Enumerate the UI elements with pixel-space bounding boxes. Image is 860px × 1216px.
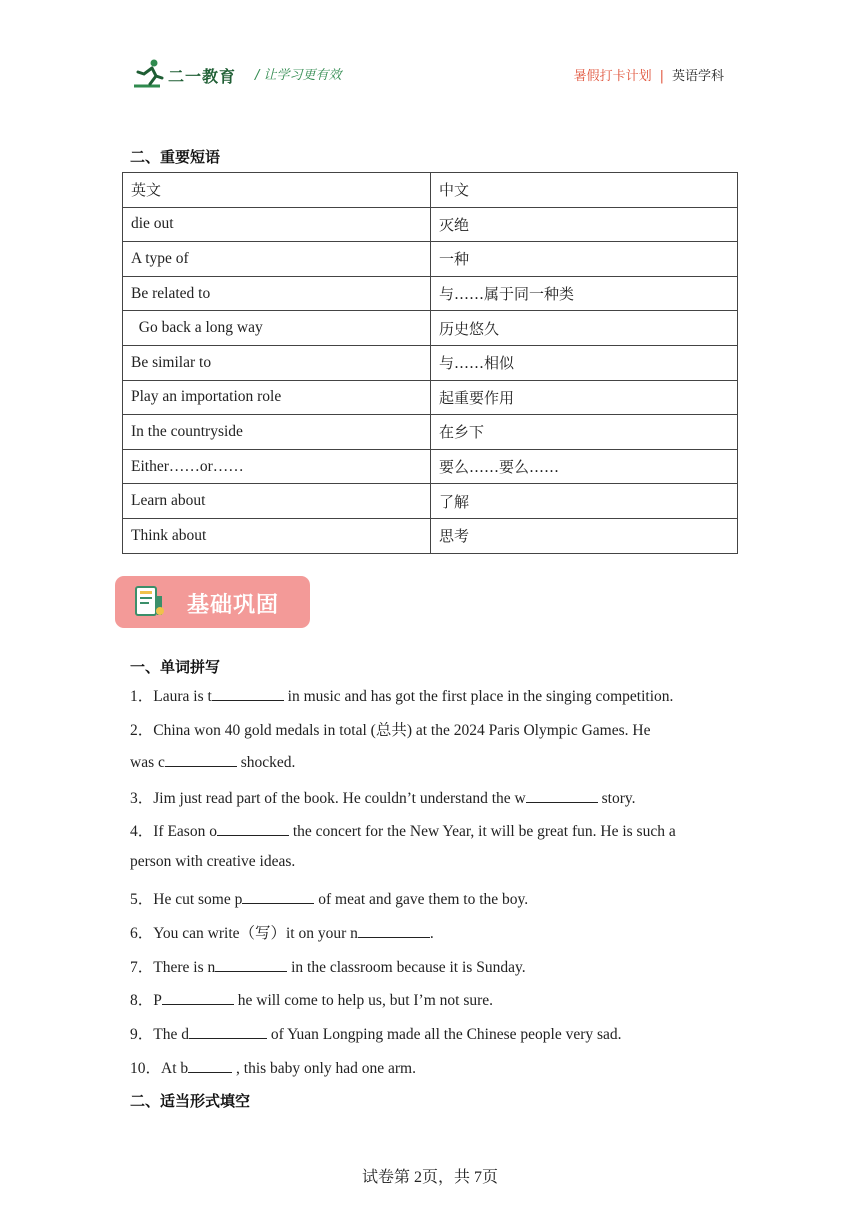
phrase-chinese: 了解 xyxy=(431,484,738,519)
phrase-english: Be related to xyxy=(123,276,431,311)
question-5 xyxy=(130,887,528,909)
table-row xyxy=(123,484,738,519)
question-text: was c xyxy=(130,754,165,771)
phrase-chinese: 与……属于同一种类 xyxy=(431,276,738,311)
part2-title: 二、适当形式填空 xyxy=(130,1092,251,1110)
book-icon xyxy=(133,584,167,620)
question-text: 7．There is n xyxy=(130,959,216,976)
phrase-english: Play an importation role xyxy=(123,380,431,415)
question-text: of meat and gave them to the boy. xyxy=(314,891,529,908)
table-row xyxy=(123,207,738,242)
question-1 xyxy=(130,684,673,706)
question-8 xyxy=(130,988,493,1010)
phrase-english: Learn about xyxy=(123,484,431,519)
question-text: 5．He cut some p xyxy=(130,891,243,908)
brand-name: 二一教育 xyxy=(168,67,237,86)
answer-blank[interactable] xyxy=(217,821,289,836)
question-6 xyxy=(130,921,434,943)
section-banner xyxy=(115,576,310,628)
question-10 xyxy=(130,1056,416,1078)
phrase-chinese: 历史悠久 xyxy=(431,311,738,346)
phrase-english: Be similar to xyxy=(123,345,431,380)
part1-title: 一、单词拼写 xyxy=(130,658,221,676)
table-header-row xyxy=(123,173,738,208)
table-row xyxy=(123,311,738,346)
phrase-english: die out xyxy=(123,207,431,242)
page-footer: 试卷第 2页，共 7页 xyxy=(361,1169,498,1186)
header-separator: | xyxy=(659,69,664,84)
question-text: story. xyxy=(597,790,636,807)
table-row xyxy=(123,242,738,277)
question-text: 1．Laura is t xyxy=(130,688,212,705)
question-text: 9．The d xyxy=(130,1026,189,1043)
table-row xyxy=(123,380,738,415)
question-text: , this baby only had one arm. xyxy=(232,1060,416,1077)
phrase-chinese: 灭绝 xyxy=(431,207,738,242)
phrase-english: Either……or…… xyxy=(123,449,431,484)
answer-blank[interactable] xyxy=(358,923,430,938)
question-text: 2．China won 40 gold medals in total (总共) at the 2024 Paris Olympic Games. He xyxy=(130,722,651,739)
question-text: he will come to help us, but I’m not sure. xyxy=(233,992,494,1009)
question-2-cont xyxy=(130,752,295,772)
phrase-english: In the countryside xyxy=(123,415,431,450)
page-header xyxy=(130,58,730,92)
answer-blank[interactable] xyxy=(188,1058,232,1073)
answer-blank[interactable] xyxy=(215,957,287,972)
answer-blank[interactable] xyxy=(165,752,237,767)
answer-blank[interactable] xyxy=(242,889,314,904)
table-header-chinese: 中文 xyxy=(431,173,738,208)
answer-blank[interactable] xyxy=(162,990,234,1005)
phrase-chinese: 要么……要么…… xyxy=(431,449,738,484)
question-text: of Yuan Longping made all the Chinese people very sad. xyxy=(266,1026,622,1043)
phrase-english: Think about xyxy=(123,518,431,553)
phrase-chinese: 起重要作用 xyxy=(431,380,738,415)
subject-label: 英语学科 xyxy=(671,69,724,84)
question-7 xyxy=(130,955,526,977)
phrase-chinese: 在乡下 xyxy=(431,415,738,450)
question-text: in the classroom because it is Sunday. xyxy=(287,959,526,976)
table-row xyxy=(123,415,738,450)
question-text: 4．If Eason o xyxy=(130,823,217,840)
question-4-cont xyxy=(130,853,295,871)
question-text: 10．At b xyxy=(130,1060,189,1077)
table-row xyxy=(123,449,738,484)
answer-blank[interactable] xyxy=(526,788,598,803)
section-title-phrases: 二、重要短语 xyxy=(130,148,221,166)
question-text: shocked. xyxy=(236,754,296,771)
question-text: person with creative ideas. xyxy=(130,853,296,870)
question-text: 8．P xyxy=(130,992,162,1009)
question-text: 3．Jim just read part of the book. He couldn’t understand the w xyxy=(130,790,526,807)
question-text: the concert for the New Year, it will be great fun. He is such a xyxy=(288,823,676,840)
question-text: . xyxy=(429,925,434,942)
question-9 xyxy=(130,1022,622,1044)
phrase-chinese: 与……相似 xyxy=(431,345,738,380)
phrase-english: A type of xyxy=(123,242,431,277)
table-row xyxy=(123,345,738,380)
answer-blank[interactable] xyxy=(189,1024,267,1039)
question-text: in music and has got the first place in the singing competition. xyxy=(283,688,674,705)
slogan: / 让学习更有效 xyxy=(255,68,342,83)
phrase-chinese: 思考 xyxy=(431,518,738,553)
table-row xyxy=(123,276,738,311)
question-2 xyxy=(130,718,650,740)
banner-label: 基础巩固 xyxy=(187,593,280,618)
question-4 xyxy=(130,819,676,841)
question-3 xyxy=(130,786,636,808)
plan-label: 暑假打卡计划 xyxy=(573,69,652,84)
table-header-english: 英文 xyxy=(123,173,431,208)
table-row xyxy=(123,518,738,553)
question-text: 6．You can write（写）it on your n xyxy=(130,925,358,942)
phrase-table xyxy=(122,172,738,554)
header-right xyxy=(574,65,724,84)
phrase-english: Go back a long way xyxy=(123,311,431,346)
phrase-chinese: 一种 xyxy=(431,242,738,277)
answer-blank[interactable] xyxy=(212,686,284,701)
